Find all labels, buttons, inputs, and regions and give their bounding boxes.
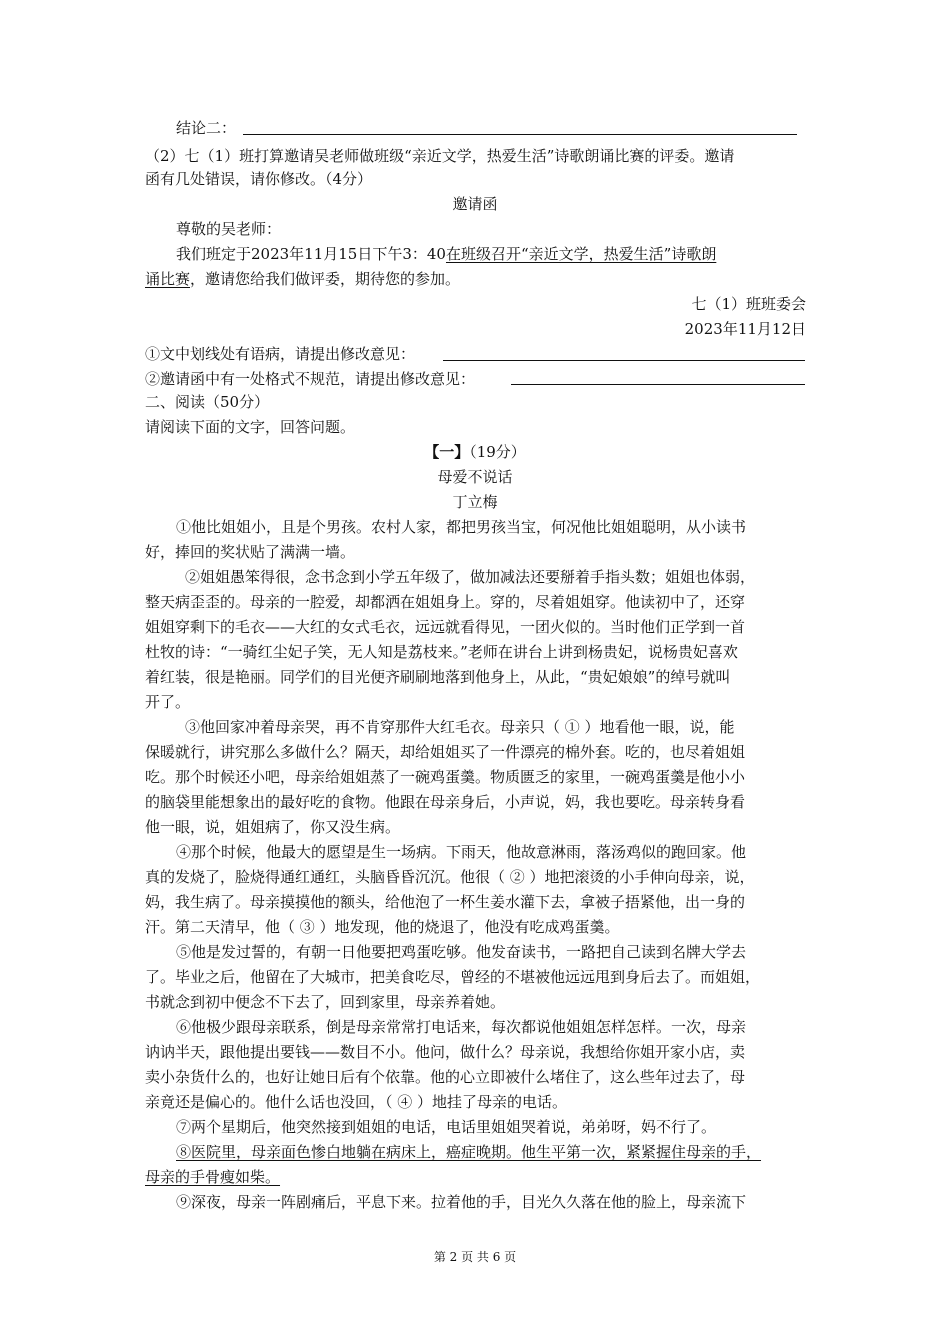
paragraph-line: 好，捧回的奖状贴了满满一墙。 xyxy=(145,543,356,561)
paragraph-line: 卖小杂货什么的，也好让她日后有个依靠。他的心立即被什么堵住了，这么些年过去了，母 xyxy=(145,1068,746,1086)
paragraph-line-underlined xyxy=(145,1166,280,1188)
task-1-answer-blank[interactable] xyxy=(443,360,805,361)
paragraph-line: ③他回家冲着母亲哭，再不肯穿那件大红毛衣。母亲只（ ① ）地看他一眼，说，能 xyxy=(185,718,735,736)
letter-salutation: 尊敬的吴老师： xyxy=(176,220,282,238)
paragraph-line: 了。毕业之后，他留在了大城市，把美食吃尽，曾经的不堪被他远远甩到身后去了。而姐姐， xyxy=(145,968,761,986)
part-label-bold: 【一】 xyxy=(424,443,470,461)
paragraph-line: ④那个时候，他最大的愿望是生一场病。下雨天，他故意淋雨，落汤鸡似的跑回家。他 xyxy=(176,843,747,861)
question-intro-line: （2）七（1）班打算邀请吴老师做班级“亲近文学，热爱生活”诗歌朗诵比赛的评委。邀请 xyxy=(145,147,735,165)
question-intro-line: 函有几处错误，请你修改。（4分） xyxy=(145,170,373,188)
paragraph-line: ⑦两个星期后，他突然接到姐姐的电话，电话里姐姐哭着说，弟弟呀，妈不行了。 xyxy=(176,1118,717,1136)
conclusion-answer-blank[interactable] xyxy=(243,134,797,135)
paragraph-line: 开了。 xyxy=(145,693,191,711)
paragraph-line: 整天病歪歪的。母亲的一腔爱，却都洒在姐姐身上。穿的，尽着姐姐穿。他读初中了，还穿 xyxy=(145,593,746,611)
page-footer: 第 2 页 共 6 页 xyxy=(433,1250,517,1264)
conclusion-label: 结论二： xyxy=(176,119,237,137)
underlined-sentence: 母亲的手骨瘦如柴。 xyxy=(145,1168,281,1186)
paragraph-line: 汗。第二天清早，他（ ③ ）地发现，他的烧退了，他没有吃成鸡蛋羹。 xyxy=(145,918,620,936)
paragraph-line: 亲竟还是偏心的。他什么话也没回，（ ④ ）地挂了母亲的电话。 xyxy=(145,1093,568,1111)
section-heading: 二、阅读（50分） xyxy=(145,393,270,411)
letter-body-line xyxy=(176,243,716,265)
part-score: （19分） xyxy=(469,443,526,461)
letter-body-line xyxy=(145,268,460,290)
part-label xyxy=(0,441,950,463)
paragraph-line-underlined xyxy=(176,1141,761,1163)
letter-body-text: ，邀请您给我们做评委，期待您的参加。 xyxy=(190,270,461,288)
paragraph-line: 他一眼，说，姐姐病了，你又没生病。 xyxy=(145,818,401,836)
paragraph-line: 保暖就行，讲究那么多做什么？隔天，却给姐姐买了一件漂亮的棉外套。吃的，也尽着姐姐 xyxy=(145,743,746,761)
letter-title: 邀请函 xyxy=(452,195,498,213)
letter-signer: 七（1）班班委会 xyxy=(691,295,806,313)
letter-body-text: 我们班定于2023年11月15日下午3：40 xyxy=(176,245,446,263)
article-title: 母爱不说话 xyxy=(437,468,513,486)
article-author: 丁立梅 xyxy=(452,493,498,511)
task-2-label: ②邀请函中有一处格式不规范，请提出修改意见： xyxy=(145,370,476,388)
paragraph-line: 书就念到初中便念不下去了，回到家里，母亲养着她。 xyxy=(145,993,506,1011)
paragraph-line: 杜牧的诗：“一骑红尘妃子笑，无人知是荔枝来。”老师在讲台上讲到杨贵妃，说杨贵妃喜欢 xyxy=(145,643,738,661)
paragraph-line: 妈，我生病了。母亲摸摸他的额头，给他泡了一杯生姜水灌下去，拿被子捂紧他，出一身的 xyxy=(145,893,746,911)
letter-date: 2023年11月12日 xyxy=(684,320,806,338)
paragraph-line: ⑨深夜，母亲一阵剧痛后，平息下来。拉着他的手，目光久久落在他的脸上，母亲流下 xyxy=(176,1193,747,1211)
letter-underlined-text: 在班级召开“亲近文学，热爱生活”诗歌朗 xyxy=(445,245,717,263)
letter-underlined-text: 诵比赛 xyxy=(145,270,191,288)
task-2-answer-blank[interactable] xyxy=(511,384,805,385)
section-instruction: 请阅读下面的文字，回答问题。 xyxy=(145,418,356,436)
paragraph-line: 讷讷半天，跟他提出要钱——数目不小。他问，做什么？母亲说，我想给你姐开家小店，卖 xyxy=(145,1043,746,1061)
task-1-label: ①文中划线处有语病，请提出修改意见： xyxy=(145,345,416,363)
paragraph-line: ②姐姐愚笨得很，念书念到小学五年级了，做加减法还要掰着手指头数；姐姐也体弱， xyxy=(185,568,756,586)
paragraph-line: ①他比姐姐小，且是个男孩。农村人家，都把男孩当宝，何况他比姐姐聪明，从小读书 xyxy=(176,518,747,536)
paragraph-line: 吃。那个时候还小吧，母亲给姐姐蒸了一碗鸡蛋羹。物质匮乏的家里，一碗鸡蛋羹是他小小 xyxy=(145,768,746,786)
paragraph-line: ⑥他极少跟母亲联系，倒是母亲常常打电话来，每次都说他姐姐怎样怎样。一次，母亲 xyxy=(176,1018,747,1036)
paragraph-line: ⑤他是发过誓的，有朝一日他要把鸡蛋吃够。他发奋读书，一路把自己读到名牌大学去 xyxy=(176,943,747,961)
paragraph-line: 姐姐穿剩下的毛衣——大红的女式毛衣，远远就看得见，一团火似的。当时他们正学到一首 xyxy=(145,618,746,636)
paragraph-line: 的脑袋里能想象出的最好吃的食物。他跟在母亲身后，小声说，妈，我也要吃。母亲转身看 xyxy=(145,793,746,811)
paragraph-line: 着红装，很是艳丽。同学们的目光便齐刷刷地落到他身上，从此，“贵妃娘娘”的绰号就叫 xyxy=(145,668,731,686)
underlined-sentence: ⑧医院里，母亲面色惨白地躺在病床上，癌症晚期。他生平第一次，紧紧握住母亲的手， xyxy=(176,1143,762,1161)
paragraph-line: 真的发烧了，脸烧得通红通红，头脑昏昏沉沉。他很（ ② ）地把滚烫的小手伸向母亲，说， xyxy=(145,868,755,886)
